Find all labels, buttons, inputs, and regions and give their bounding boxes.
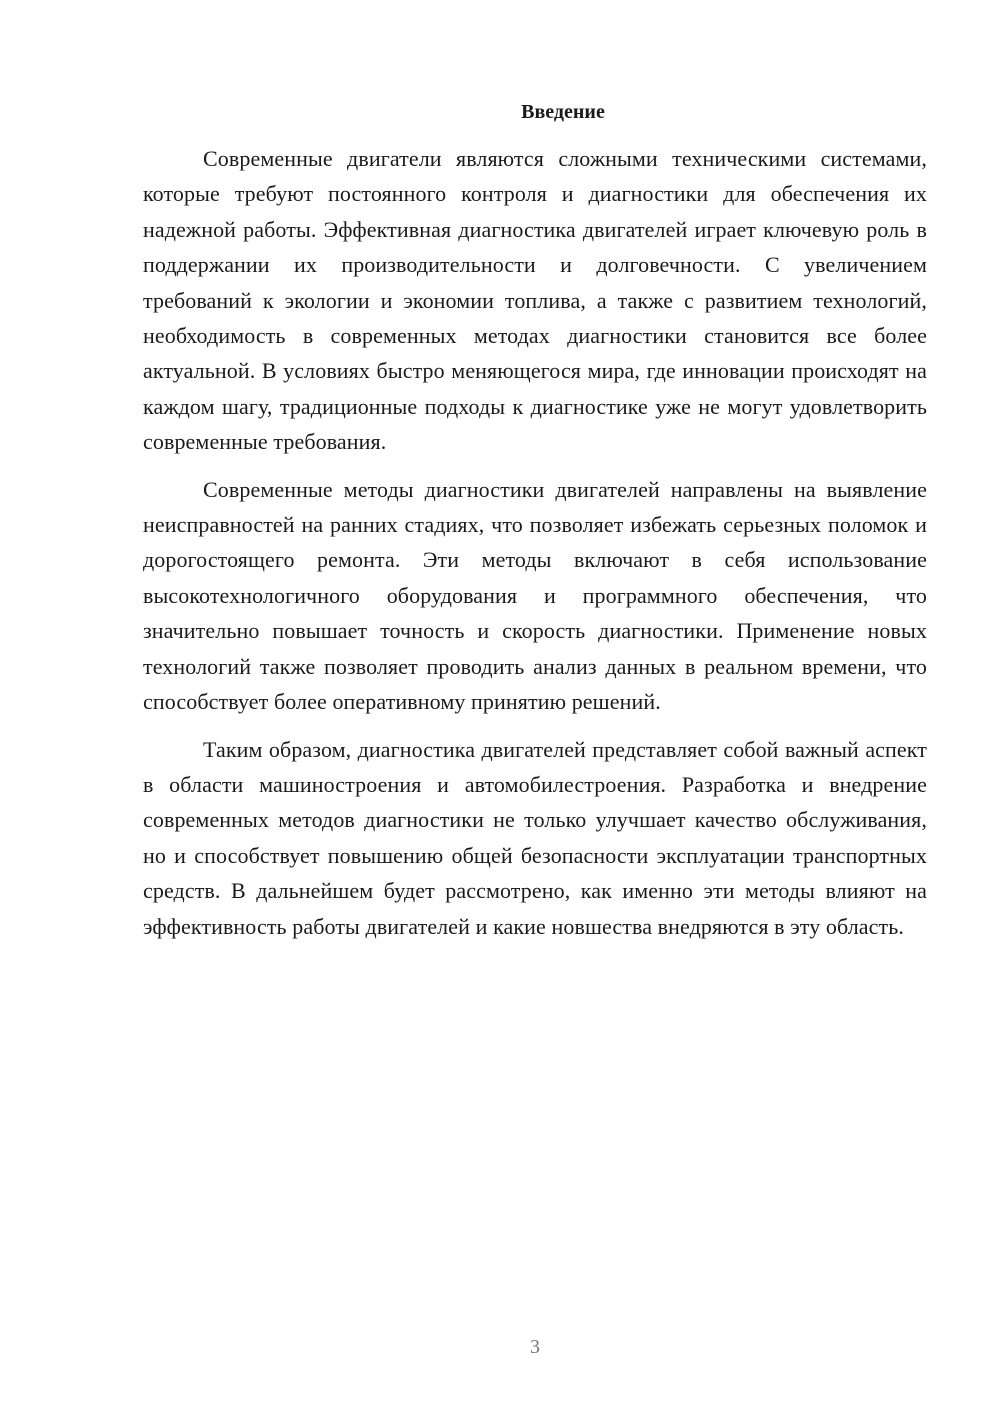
paragraph-2: Современные методы диагностики двигателей направлены на выявление неисправностей на ранних стадиях, что позволяет избежать серьезных поломок и дорогостоящего ремонта. Эти методы включают в себя использование высокотехнологичного оборудования и программного обеспечения, что значительно повышает точность и скорость диагностики. Применение новых технологий также позволяет проводить анализ данных в реальном времени, что способствует более оперативному принятию решений. bbox=[143, 476, 927, 715]
paragraph-3: Таким образом, диагностика двигателей представляет собой важный аспект в области машиностроения и автомобилестроения. Разработка и внедрение современных методов диагностики не только улучшает качество обслуживания, но и способствует повышению общей безопасности эксплуатации транспортных средств. В дальнейшем будет рассмотрено, как именно эти методы влияют на эффективность работы двигателей и какие новшества внедряются в эту область. bbox=[143, 736, 927, 939]
paragraph-1: Современные двигатели являются сложными техническими системами, которые требуют постоянного контроля и диагностики для обеспечения их надежной работы. Эффективная диагностика двигателей играет ключевую роль в поддержании их производительности и долговечности. С увеличением требований к экологии и экономии топлива, а также с развитием технологий, необходимость в современных методах диагностики становится все более актуальной. В условиях быстро меняющегося мира, где инновации происходят на каждом шагу, традиционные подходы к диагностике уже не могут удовлетворить современные требования. bbox=[143, 146, 927, 455]
page-number: 3 bbox=[530, 1336, 540, 1358]
section-title: Введение bbox=[521, 101, 605, 123]
body-text bbox=[143, 141, 927, 956]
